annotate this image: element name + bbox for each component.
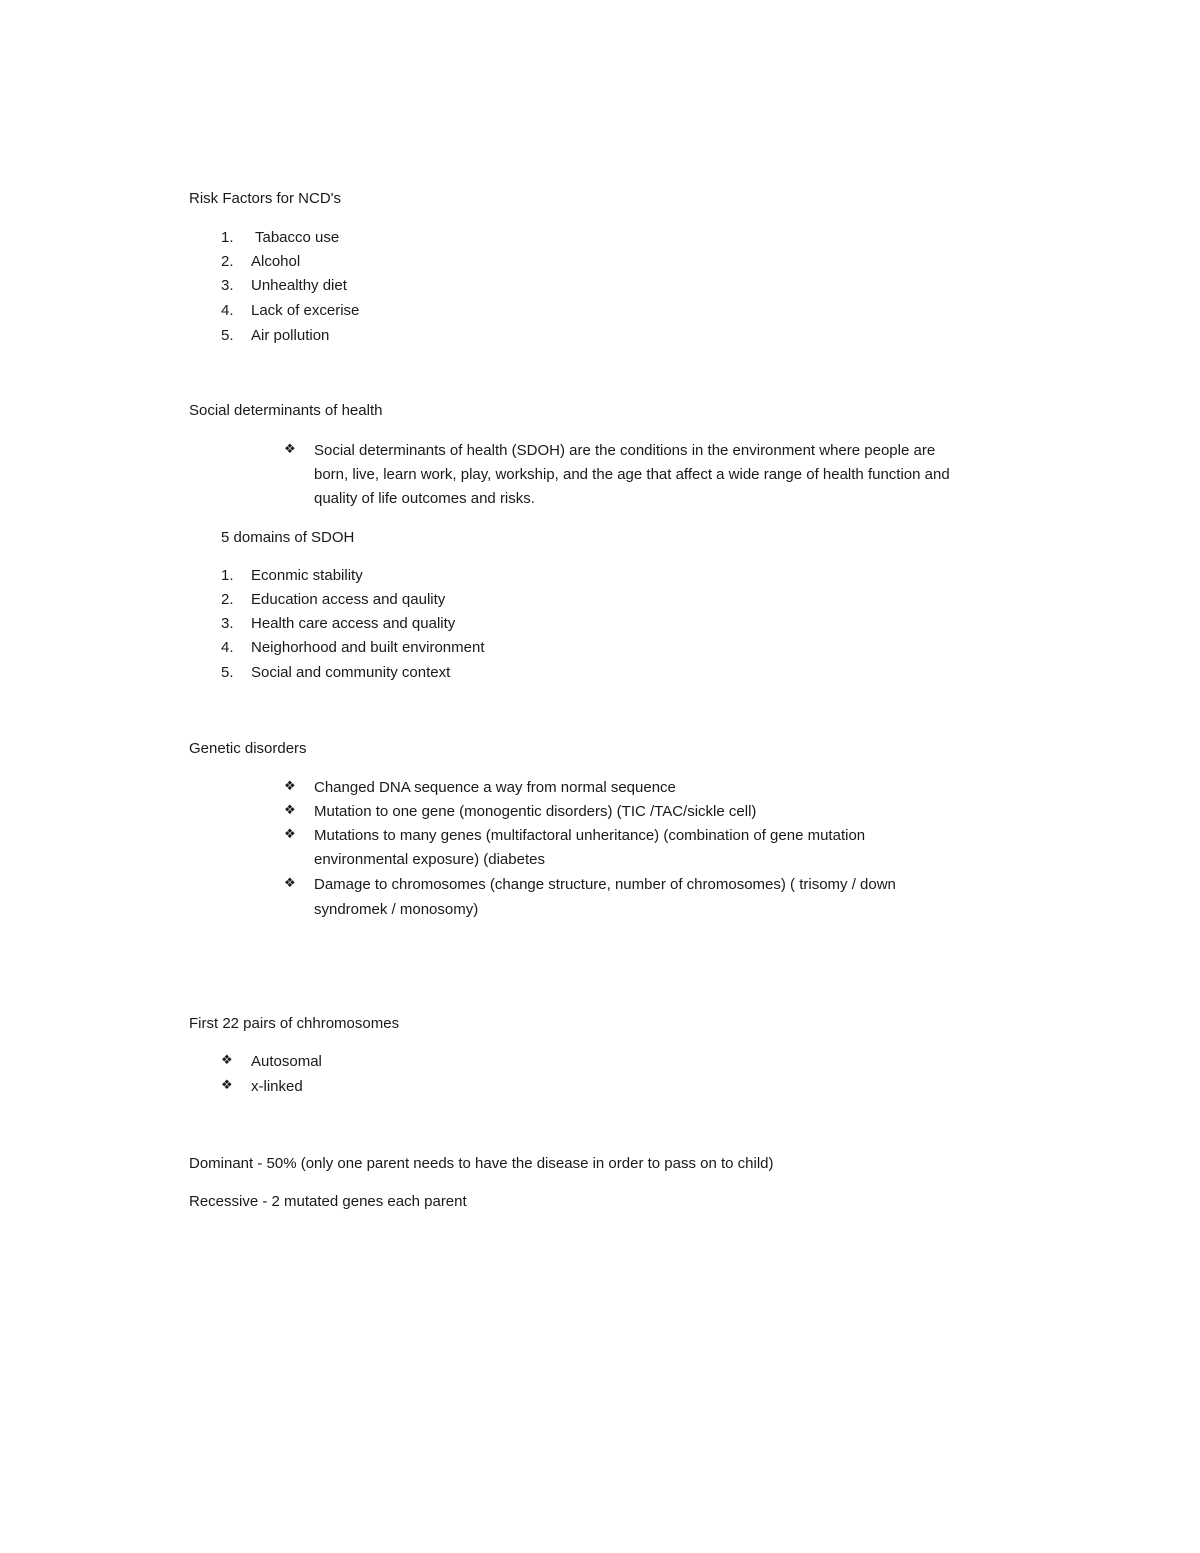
dominant-inheritance-text: Dominant - 50% (only one parent needs to have the disease in order to pass on to child) <box>189 1155 774 1172</box>
list-item-text: Mutation to one gene (monogentic disorders) (TIC /TAC/sickle cell) <box>314 803 757 820</box>
chromosomes-heading: First 22 pairs of chhromosomes <box>189 1015 400 1032</box>
sdoh-definition-line-1: Social determinants of health (SDOH) are the conditions in the environment where people are <box>314 442 936 459</box>
diamond-bullet-icon: ❖ <box>221 1078 233 1093</box>
list-number: 2. <box>221 253 234 270</box>
sdoh-heading: Social determinants of health <box>189 402 383 419</box>
list-number: 1. <box>221 567 234 584</box>
list-item-text: Autosomal <box>251 1053 322 1070</box>
list-item-text-continued: environmental exposure) (diabetes <box>314 851 545 868</box>
sdoh-domains-heading: 5 domains of SDOH <box>221 529 355 546</box>
diamond-bullet-icon: ❖ <box>284 779 296 794</box>
list-item-text: Education access and qaulity <box>251 591 446 608</box>
list-number: 5. <box>221 664 234 681</box>
diamond-bullet-icon: ❖ <box>221 1053 233 1068</box>
list-item-text: Unhealthy diet <box>251 277 347 294</box>
list-item-text: Mutations to many genes (multifactoral unheritance) (combination of gene mutation <box>314 827 866 844</box>
sdoh-definition-line-2: born, live, learn work, play, workship, and the age that affect a wide range of health function and <box>314 466 950 483</box>
list-item-text: Air pollution <box>251 327 330 344</box>
list-item-text: x-linked <box>251 1078 303 1095</box>
diamond-bullet-icon: ❖ <box>284 827 296 842</box>
sdoh-definition-line-3: quality of life outcomes and risks. <box>314 490 535 507</box>
list-number: 5. <box>221 327 234 344</box>
genetic-heading: Genetic disorders <box>189 740 307 757</box>
list-item-text: Social and community context <box>251 664 451 681</box>
list-number: 3. <box>221 615 234 632</box>
list-number: 3. <box>221 277 234 294</box>
diamond-bullet-icon: ❖ <box>284 442 296 457</box>
list-number: 4. <box>221 302 234 319</box>
list-number: 4. <box>221 639 234 656</box>
list-item-text: Tabacco use <box>255 229 340 246</box>
diamond-bullet-icon: ❖ <box>284 876 296 891</box>
list-item-text: Alcohol <box>251 253 301 270</box>
list-number: 2. <box>221 591 234 608</box>
list-item-text: Health care access and quality <box>251 615 456 632</box>
diamond-bullet-icon: ❖ <box>284 803 296 818</box>
list-number: 1. <box>221 229 234 246</box>
list-item-text: Neighorhood and built environment <box>251 639 485 656</box>
list-item-text-continued: syndromek / monosomy) <box>314 901 479 918</box>
list-item-text: Lack of excerise <box>251 302 360 319</box>
list-item-text: Econmic stability <box>251 567 363 584</box>
list-item-text: Changed DNA sequence a way from normal sequence <box>314 779 676 796</box>
risk-factors-heading: Risk Factors for NCD's <box>189 190 342 207</box>
recessive-inheritance-text: Recessive - 2 mutated genes each parent <box>189 1193 467 1210</box>
list-item-text: Damage to chromosomes (change structure, number of chromosomes) ( trisomy / down <box>314 876 896 893</box>
